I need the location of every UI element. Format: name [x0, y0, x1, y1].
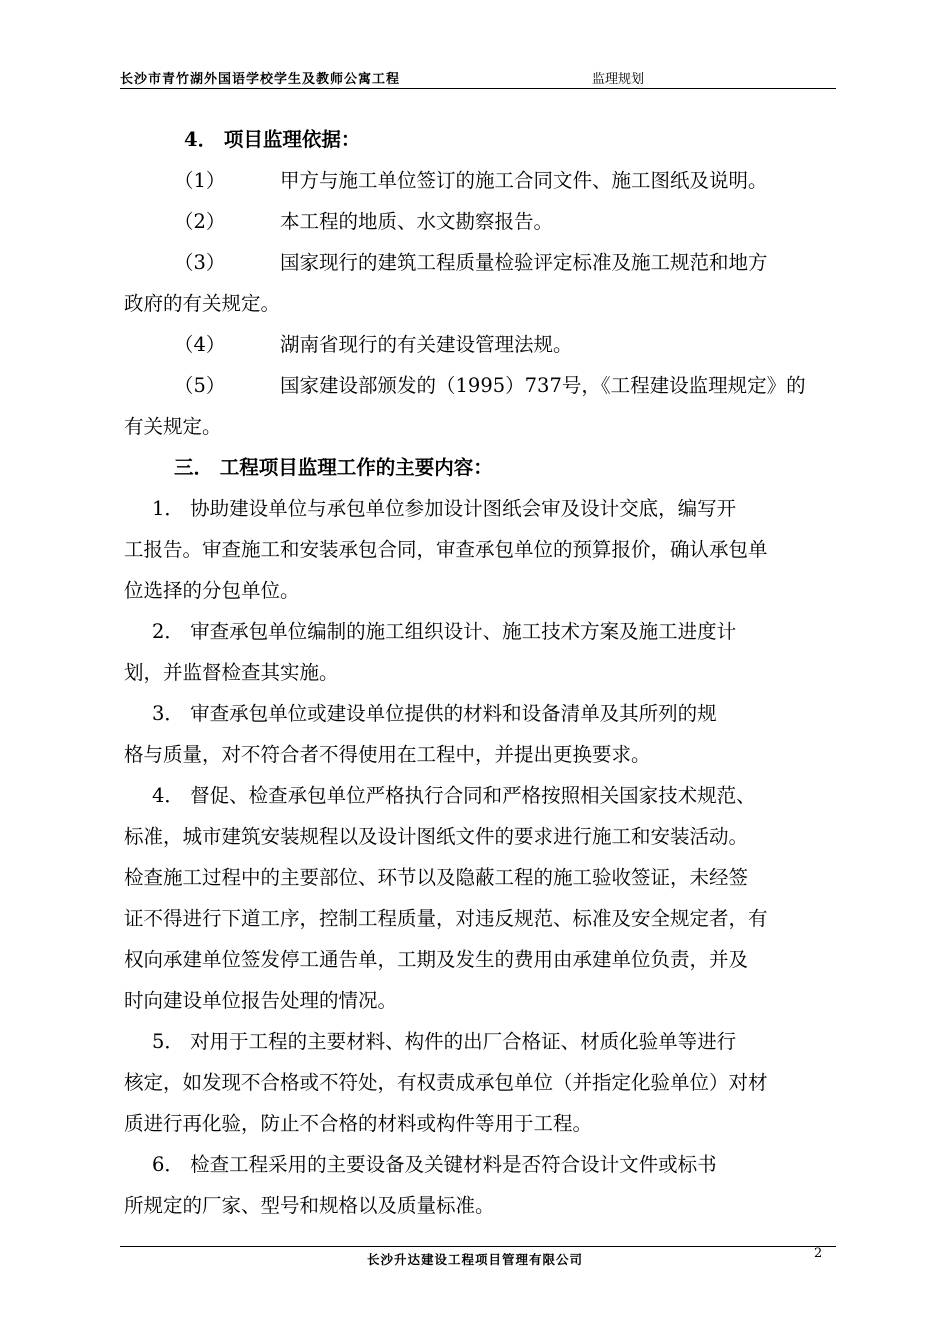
basis-item-1 — [124, 161, 836, 202]
work-item-6: 6． 检查工程采用的主要设备及关键材料是否符合设计文件或标书 — [152, 1153, 717, 1176]
basis-item-2 — [124, 202, 836, 243]
work-item-4-continued: 证不得进行下道工序，控制工程质量，对违反规范、标准及安全规定者，有 — [124, 907, 768, 930]
work-item-4-continued: 时向建设单位报告处理的情况。 — [124, 989, 398, 1012]
basis-item-text: 国家现行的建筑工程质量检验评定标准及施工规范和地方 — [280, 251, 768, 274]
work-item-5-continued: 核定，如发现不合格或不符处，有权责成承包单位（并指定化验单位）对材 — [124, 1071, 768, 1094]
work-item-3-continued: 格与质量，对不符合者不得使用在工程中，并提出更换要求。 — [124, 743, 651, 766]
work-item-2-continued: 划，并监督检查其实施。 — [124, 661, 339, 684]
basis-item-3-continued: 政府的有关规定。 — [124, 292, 281, 315]
basis-item-text: 国家建设部颁发的（1995）737号，《工程建设监理规定》的 — [280, 374, 806, 397]
work-item-6-continued: 所规定的厂家、型号和规格以及质量标准。 — [124, 1194, 495, 1217]
basis-item-text: 甲方与施工单位签订的施工合同文件、施工图纸及说明。 — [280, 169, 768, 192]
header-document-type: 监理规划 — [592, 72, 645, 87]
work-item-4-continued: 权向承建单位签发停工通告单，工期及发生的费用由承建单位负责，并及 — [124, 948, 749, 971]
work-item-5: 5． 对用于工程的主要材料、构件的出厂合格证、材质化验单等进行 — [152, 1030, 737, 1053]
work-item-3: 3． 审查承包单位或建设单位提供的材料和设备清单及其所列的规 — [152, 702, 717, 725]
work-item-4-continued: 标准，城市建筑安装规程以及设计图纸文件的要求进行施工和安装活动。 — [124, 825, 749, 848]
basis-item-4 — [124, 325, 836, 366]
work-item-1: 1． 协助建设单位与承包单位参加设计图纸会审及设计交底，编写开 — [152, 497, 737, 520]
work-item-1-continued: 位选择的分包单位。 — [124, 579, 300, 602]
footer-company-name: 长沙升达建设工程项目管理有限公司 — [366, 1252, 583, 1267]
work-item-5-continued: 质进行再化验，防止不合格的材料或构件等用于工程。 — [124, 1112, 593, 1135]
section-3-heading: 三． 工程项目监理工作的主要内容： — [174, 456, 493, 479]
basis-item-number: （2） — [174, 210, 226, 233]
header-project-name: 长沙市青竹湖外国语学校学生及教师公寓工程 — [120, 72, 401, 87]
basis-item-text: 湖南省现行的有关建设管理法规。 — [280, 333, 573, 356]
basis-item-number: （3） — [174, 251, 226, 274]
basis-item-5 — [124, 366, 836, 407]
basis-item-number: （4） — [174, 333, 226, 356]
work-item-4: 4． 督促、检查承包单位严格执行合同和严格按照相关国家技术规范、 — [152, 784, 756, 807]
basis-item-3 — [124, 243, 836, 284]
page-header — [120, 68, 836, 89]
document-body — [124, 120, 836, 1227]
work-item-1-continued: 工报告。审查施工和安装承包合同，审查承包单位的预算报价，确认承包单 — [124, 538, 768, 561]
footer-divider — [120, 1246, 836, 1247]
basis-item-5-continued: 有关规定。 — [124, 415, 222, 438]
work-item-4-continued: 检查施工过程中的主要部位、环节以及隐蔽工程的施工验收签证，未经签 — [124, 866, 749, 889]
page-number: 2 — [814, 1246, 823, 1261]
basis-item-number: （5） — [174, 374, 226, 397]
basis-item-text: 本工程的地质、水文勘察报告。 — [280, 210, 554, 233]
section-4-heading: 4． 项目监理依据： — [184, 128, 361, 151]
basis-item-number: （1） — [174, 169, 226, 192]
work-item-2: 2． 审查承包单位编制的施工组织设计、施工技术方案及施工进度计 — [152, 620, 737, 643]
